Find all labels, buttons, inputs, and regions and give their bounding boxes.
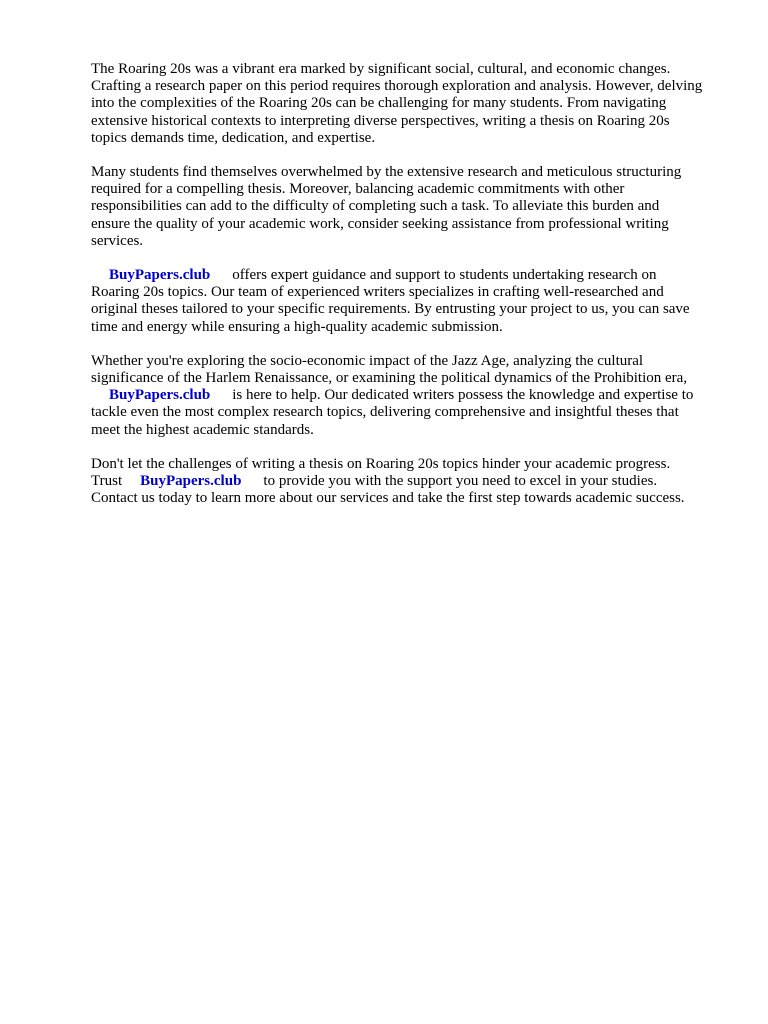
- paragraph-service-offer-text: offers expert guidance and support to students undertaking research on Roaring 20s topics. Our team of experienced writers specializes in crafting well-researched and original theses tailored to your specific requirements. By entrusting your project to us, you can save time and energy while ensuring a high-quality academic submission.: [91, 267, 690, 335]
- paragraph-closing: [91, 456, 731, 508]
- paragraph-challenges: Many students find themselves overwhelmed by the extensive research and meticulous structuring required for a compelling thesis. Moreover, balancing academic commitments with other responsibilities can add to the difficulty of completing such a task. To alleviate this burden and ensure the quality of your academic work, consider seeking assistance from professional writing services.: [91, 164, 682, 249]
- paragraph-topics-text: is here to help. Our dedicated writers possess the knowledge and expertise to tackle even the most complex research topics, delivering comprehensive and insightful theses that meet the highest academic standards.: [91, 387, 694, 438]
- buypapers-link-3[interactable]: BuyPapers.club: [140, 473, 242, 490]
- paragraph-closing-lead: Don't let the challenges of writing a thesis on Roaring 20s topics hinder your academic progress. Trust: [91, 455, 671, 490]
- buypapers-link-1[interactable]: BuyPapers.club: [109, 267, 211, 284]
- paragraph-intro: The Roaring 20s was a vibrant era marked by significant social, cultural, and economic changes. Crafting a research paper on this period requires thorough exploration and analysis. However, delving into the complexities of the Roaring 20s can be challenging for many students. From navigating extensive historical contexts to interpreting diverse perspectives, writing a thesis on Roaring 20s topics demands time, dedication, and expertise.: [91, 61, 703, 146]
- paragraph-topics: [91, 353, 731, 439]
- document-page: [91, 61, 731, 524]
- paragraph-service-offer: [91, 267, 731, 336]
- buypapers-link-2[interactable]: BuyPapers.club: [109, 387, 211, 404]
- paragraph-closing-text: to provide you with the support you need to excel in your studies. Contact us today to learn more about our services and take the first step towards academic success.: [91, 473, 685, 507]
- paragraph-topics-lead: Whether you're exploring the socio-economic impact of the Jazz Age, analyzing the cultural significance of the Harlem Renaissance, or examining the political dynamics of the Prohibition era,: [91, 352, 688, 387]
